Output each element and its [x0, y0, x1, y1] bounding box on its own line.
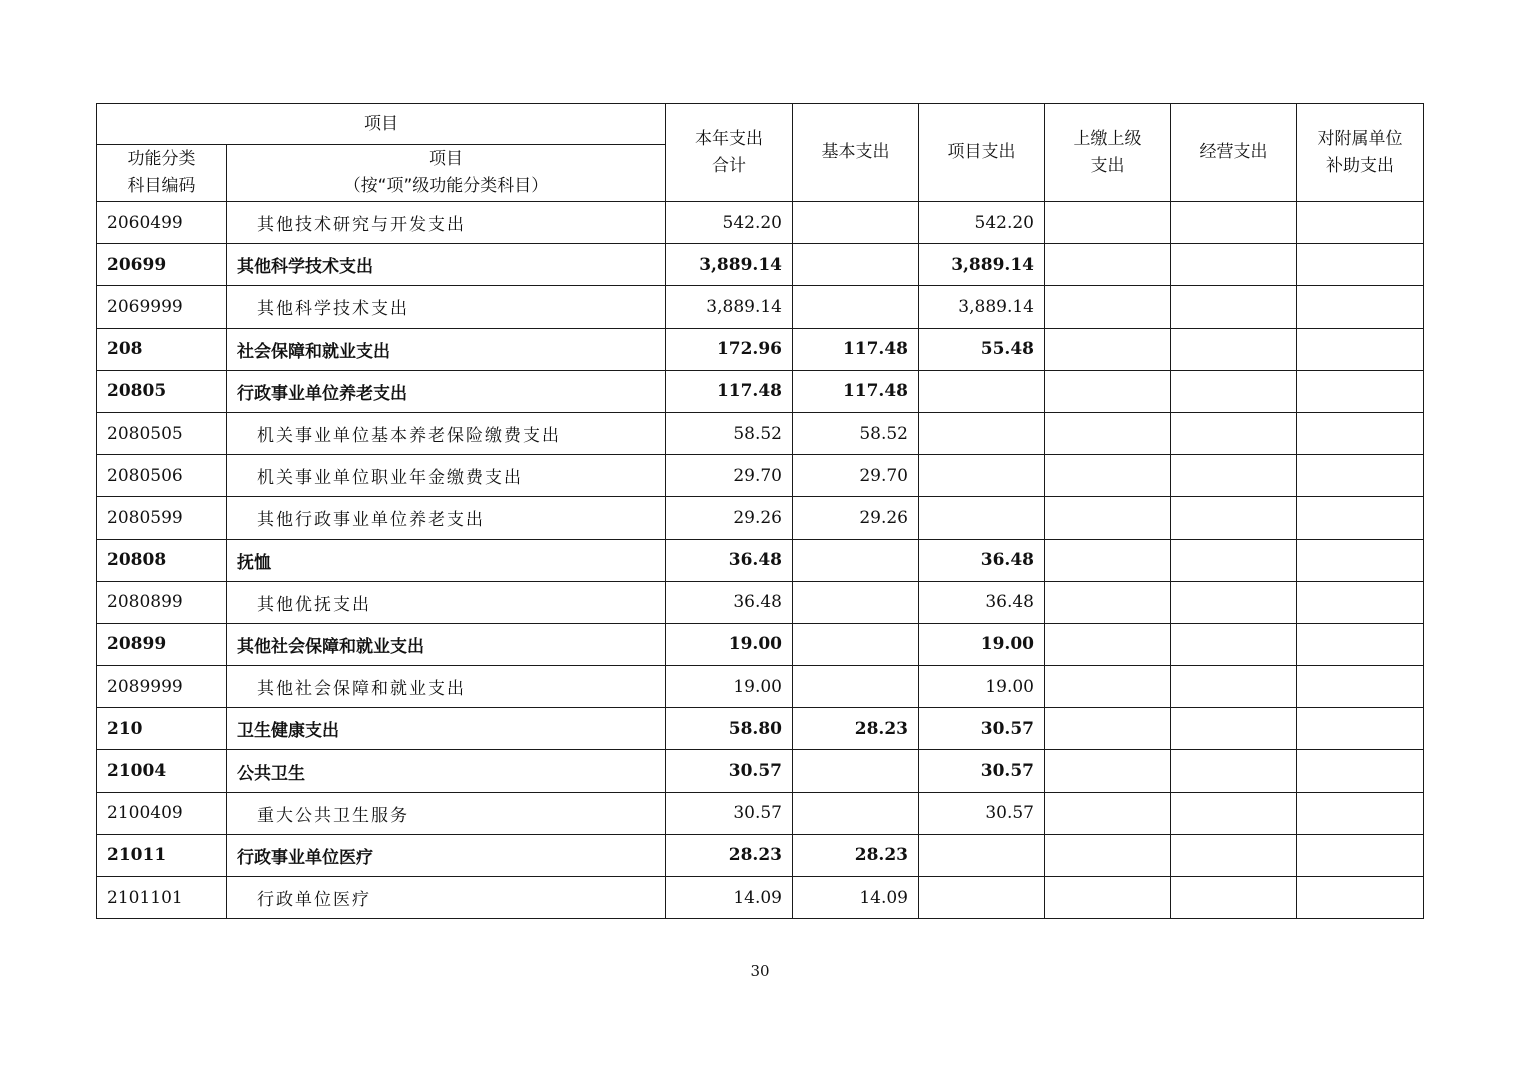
header-total — [666, 104, 793, 202]
table-row — [97, 286, 1424, 328]
cell-subsidy — [1297, 370, 1424, 412]
header-upper — [1045, 104, 1171, 202]
cell-project — [919, 834, 1045, 876]
cell-upper — [1045, 877, 1171, 919]
table-row — [97, 834, 1424, 876]
cell-subsidy — [1297, 244, 1424, 286]
cell-name: 其他社会保障和就业支出 — [227, 623, 666, 665]
cell-operating — [1171, 666, 1297, 708]
table-row — [97, 750, 1424, 792]
cell-total: 30.57 — [666, 792, 793, 834]
cell-project: 3,889.14 — [919, 286, 1045, 328]
cell-name: 机关事业单位职业年金缴费支出 — [227, 455, 666, 497]
cell-basic — [793, 666, 919, 708]
cell-basic: 58.52 — [793, 412, 919, 454]
cell-upper — [1045, 497, 1171, 539]
table-row — [97, 370, 1424, 412]
table-row — [97, 202, 1424, 244]
cell-project — [919, 877, 1045, 919]
cell-name: 其他技术研究与开发支出 — [227, 202, 666, 244]
cell-total: 3,889.14 — [666, 286, 793, 328]
cell-subsidy — [1297, 286, 1424, 328]
header-code — [97, 145, 227, 202]
table-row — [97, 623, 1424, 665]
cell-upper — [1045, 666, 1171, 708]
cell-basic: 28.23 — [793, 834, 919, 876]
cell-name: 公共卫生 — [227, 750, 666, 792]
cell-basic: 117.48 — [793, 370, 919, 412]
cell-code: 2060499 — [97, 202, 227, 244]
cell-basic — [793, 750, 919, 792]
cell-name: 重大公共卫生服务 — [227, 792, 666, 834]
header-name-line1: 项目 — [429, 149, 463, 169]
expenditure-table — [96, 103, 1424, 919]
cell-project: 542.20 — [919, 202, 1045, 244]
cell-name: 其他科学技术支出 — [227, 286, 666, 328]
cell-project: 36.48 — [919, 539, 1045, 581]
cell-code: 21011 — [97, 834, 227, 876]
cell-upper — [1045, 328, 1171, 370]
header-total-line1: 本年支出 — [695, 128, 763, 149]
cell-name: 行政事业单位养老支出 — [227, 370, 666, 412]
cell-project: 36.48 — [919, 581, 1045, 623]
cell-operating — [1171, 497, 1297, 539]
cell-subsidy — [1297, 666, 1424, 708]
cell-project — [919, 412, 1045, 454]
header-code-line2: 科目编码 — [127, 176, 196, 196]
cell-subsidy — [1297, 328, 1424, 370]
table-row — [97, 497, 1424, 539]
cell-name: 其他行政事业单位养老支出 — [227, 497, 666, 539]
cell-total: 30.57 — [666, 750, 793, 792]
cell-upper — [1045, 412, 1171, 454]
cell-upper — [1045, 370, 1171, 412]
cell-name: 行政事业单位医疗 — [227, 834, 666, 876]
cell-upper — [1045, 750, 1171, 792]
cell-name: 其他优抚支出 — [227, 581, 666, 623]
cell-name: 其他科学技术支出 — [227, 244, 666, 286]
cell-total: 29.70 — [666, 455, 793, 497]
cell-operating — [1171, 539, 1297, 581]
table-row — [97, 792, 1424, 834]
cell-total: 19.00 — [666, 666, 793, 708]
cell-upper — [1045, 244, 1171, 286]
cell-operating — [1171, 412, 1297, 454]
cell-project: 19.00 — [919, 623, 1045, 665]
cell-project: 30.57 — [919, 750, 1045, 792]
cell-code: 20899 — [97, 623, 227, 665]
cell-basic: 117.48 — [793, 328, 919, 370]
cell-basic — [793, 539, 919, 581]
cell-name: 行政单位医疗 — [227, 877, 666, 919]
header-basic: 基本支出 — [793, 104, 919, 202]
cell-total: 14.09 — [666, 877, 793, 919]
cell-operating — [1171, 623, 1297, 665]
table-row — [97, 328, 1424, 370]
cell-operating — [1171, 750, 1297, 792]
cell-code: 2089999 — [97, 666, 227, 708]
cell-basic — [793, 581, 919, 623]
cell-operating — [1171, 792, 1297, 834]
cell-project — [919, 497, 1045, 539]
cell-basic: 29.26 — [793, 497, 919, 539]
cell-subsidy — [1297, 412, 1424, 454]
cell-project: 19.00 — [919, 666, 1045, 708]
cell-name: 卫生健康支出 — [227, 708, 666, 750]
cell-code: 208 — [97, 328, 227, 370]
table-row — [97, 244, 1424, 286]
cell-total: 19.00 — [666, 623, 793, 665]
cell-subsidy — [1297, 834, 1424, 876]
cell-subsidy — [1297, 623, 1424, 665]
header-total-line2: 合计 — [712, 155, 746, 176]
cell-code: 2080899 — [97, 581, 227, 623]
header-name — [227, 145, 666, 202]
cell-operating — [1171, 370, 1297, 412]
cell-basic: 28.23 — [793, 708, 919, 750]
table-row — [97, 455, 1424, 497]
cell-subsidy — [1297, 877, 1424, 919]
table-body — [97, 202, 1424, 919]
cell-upper — [1045, 539, 1171, 581]
header-upper-line1: 上缴上级 — [1073, 128, 1142, 149]
cell-operating — [1171, 581, 1297, 623]
cell-project — [919, 370, 1045, 412]
header-subsidy-line1: 对附属单位 — [1317, 128, 1403, 149]
cell-project: 30.57 — [919, 708, 1045, 750]
header-upper-line2: 支出 — [1090, 155, 1125, 176]
cell-upper — [1045, 581, 1171, 623]
cell-basic — [793, 202, 919, 244]
cell-total: 58.52 — [666, 412, 793, 454]
cell-basic — [793, 286, 919, 328]
cell-project: 55.48 — [919, 328, 1045, 370]
cell-subsidy — [1297, 539, 1424, 581]
cell-subsidy — [1297, 497, 1424, 539]
cell-project: 3,889.14 — [919, 244, 1045, 286]
cell-total: 36.48 — [666, 539, 793, 581]
cell-subsidy — [1297, 750, 1424, 792]
cell-code: 210 — [97, 708, 227, 750]
cell-subsidy — [1297, 581, 1424, 623]
header-code-line1: 功能分类 — [127, 149, 196, 169]
cell-upper — [1045, 455, 1171, 497]
cell-code: 20699 — [97, 244, 227, 286]
table-row — [97, 539, 1424, 581]
cell-operating — [1171, 328, 1297, 370]
cell-operating — [1171, 286, 1297, 328]
cell-total: 58.80 — [666, 708, 793, 750]
cell-code: 2080505 — [97, 412, 227, 454]
table-row — [97, 412, 1424, 454]
cell-total: 542.20 — [666, 202, 793, 244]
cell-name: 社会保障和就业支出 — [227, 328, 666, 370]
cell-total: 28.23 — [666, 834, 793, 876]
cell-operating — [1171, 202, 1297, 244]
table-row — [97, 581, 1424, 623]
cell-name: 机关事业单位基本养老保险缴费支出 — [227, 412, 666, 454]
cell-code: 2101101 — [97, 877, 227, 919]
cell-upper — [1045, 623, 1171, 665]
cell-code: 2080506 — [97, 455, 227, 497]
cell-name: 抚恤 — [227, 539, 666, 581]
header-subsidy — [1297, 104, 1424, 202]
table-row — [97, 708, 1424, 750]
page-number: 30 — [750, 962, 770, 980]
table-header — [97, 104, 1424, 202]
table-row — [97, 877, 1424, 919]
cell-total: 117.48 — [666, 370, 793, 412]
cell-upper — [1045, 708, 1171, 750]
cell-total: 29.26 — [666, 497, 793, 539]
cell-basic — [793, 244, 919, 286]
header-subsidy-line2: 补助支出 — [1326, 155, 1394, 176]
header-operating: 经营支出 — [1171, 104, 1297, 202]
cell-basic — [793, 792, 919, 834]
header-item-group: 项目 — [97, 104, 666, 145]
cell-total: 172.96 — [666, 328, 793, 370]
table-row — [97, 666, 1424, 708]
cell-basic: 29.70 — [793, 455, 919, 497]
header-name-line2: （按“项”级功能分类科目） — [343, 176, 549, 196]
cell-subsidy — [1297, 202, 1424, 244]
cell-code: 20808 — [97, 539, 227, 581]
cell-basic — [793, 623, 919, 665]
cell-project: 30.57 — [919, 792, 1045, 834]
cell-operating — [1171, 244, 1297, 286]
cell-upper — [1045, 202, 1171, 244]
cell-operating — [1171, 455, 1297, 497]
cell-code: 2100409 — [97, 792, 227, 834]
cell-total: 3,889.14 — [666, 244, 793, 286]
header-project: 项目支出 — [919, 104, 1045, 202]
cell-code: 20805 — [97, 370, 227, 412]
cell-upper — [1045, 834, 1171, 876]
cell-code: 2069999 — [97, 286, 227, 328]
cell-operating — [1171, 708, 1297, 750]
cell-project — [919, 455, 1045, 497]
cell-subsidy — [1297, 708, 1424, 750]
cell-name: 其他社会保障和就业支出 — [227, 666, 666, 708]
cell-upper — [1045, 792, 1171, 834]
cell-basic: 14.09 — [793, 877, 919, 919]
cell-subsidy — [1297, 455, 1424, 497]
cell-subsidy — [1297, 792, 1424, 834]
cell-operating — [1171, 834, 1297, 876]
cell-operating — [1171, 877, 1297, 919]
cell-code: 21004 — [97, 750, 227, 792]
cell-code: 2080599 — [97, 497, 227, 539]
cell-total: 36.48 — [666, 581, 793, 623]
cell-upper — [1045, 286, 1171, 328]
